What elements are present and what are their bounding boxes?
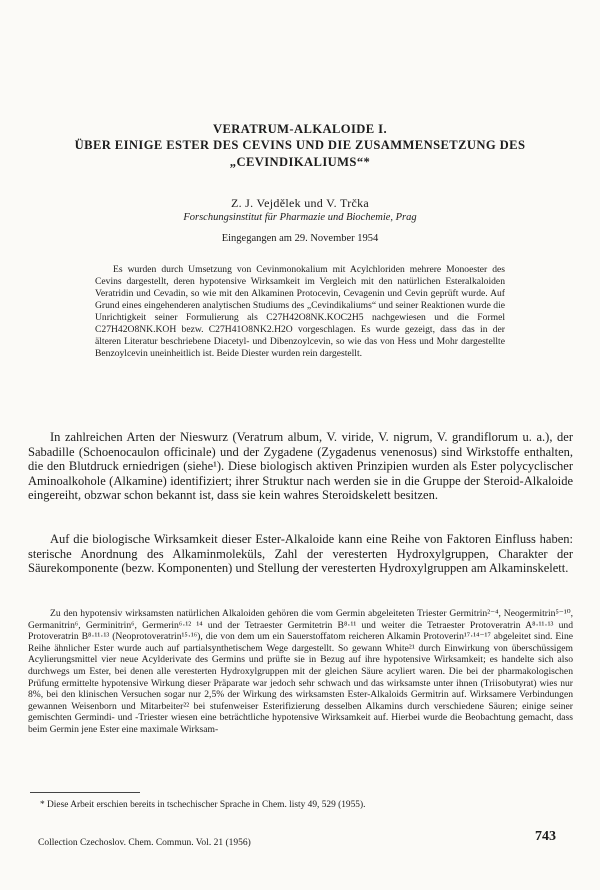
page-number: 743: [535, 829, 556, 844]
footnote: * Diese Arbeit erschien bereits in tschechischer Sprache in Chem. listy 49, 529 (1955).: [40, 800, 366, 810]
affiliation: Forschungsinstitut für Pharmazie und Biochemie, Prag: [183, 212, 417, 223]
footnote-rule: [30, 792, 140, 793]
authors: Z. J. Vejdělek und V. Trčka: [230, 196, 370, 210]
title-line-3: „CEVINDIKALIUMS“*: [229, 155, 371, 169]
abstract: Es wurden durch Umsetzung von Cevinmonokalium mit Acylchloriden mehrere Monoester des Cevins dargestellt, deren hypotensive Wirksamkeit im Vergleich mit den natürlichen Esteralkaloiden Veratridin und Cevadin, so wie mit den Alkaminen Protocevin, Cevagenin und Cevin geprüft wurde. Auf Grund eines eingehenderen analytischen Studiums des „Cevindikaliums“ und seiner Reaktionen wurde die Unrichtigkeit seiner Formulierung als C27H42O8NK.KOC2H5 nachgewiesen und die Formel C27H42O8NK.KOH bezw. C27H41O8NK2.H2O vorgeschlagen. Es wurde gezeigt, dass das in der älteren Literatur beschriebene Diacetyl- und Dibenzoylcevin, so wie das von Hess und Mohr dargestellte Benzoylcevin uneinheitlich ist. Beide Diester wurden rein dargestellt.: [95, 264, 505, 359]
received-date: Eingegangen am 29. November 1954: [221, 233, 379, 244]
intro-paragraph-2: Auf die biologische Wirksamkeit dieser Ester-Alkaloide kann eine Reihe von Faktoren Einfluss haben: sterische Anordnung des Alkaminmoleküls, Zahl der veresterten Hydroxylgruppen, Charakter der Säurekomponente (bezw. Komponenten) und Stellung der veresterten Hydroxylgruppen am Alkaminskelett.: [28, 532, 573, 576]
title-line-1: VERATRUM-ALKALOIDE I.: [213, 122, 387, 136]
intro-paragraph-1: In zahlreichen Arten der Nieswurz (Veratrum album, V. viride, V. nigrum, V. grandiflorum u. a.), der Sabadille (Schoenocaulon officinale) und der Zygadene (Zygadenus venenosus) sind Wirkstoffe enthalten, die den Blutdruck erniedrigen (siehe¹). Diese biologisch aktiven Prinzipien wurden als Ester polycyclischer Aminoalkohole (Alkamine) identifiziert; ihrer Struktur nach werden sie in die Gruppe der Steroid-Alkaloide eingereiht, obzwar schon bekannt ist, dass sie kein wahres Steroidskelett besitzen.: [28, 430, 573, 503]
title-line-2: ÜBER EINIGE ESTER DES CEVINS UND DIE ZUSAMMENSETZUNG DES: [74, 138, 526, 152]
journal-citation: Collection Czechoslov. Chem. Commun. Vol. 21 (1956): [38, 838, 251, 848]
body-paragraph-1: Zu den hypotensiv wirksamsten natürlichen Alkaloiden gehören die vom Germin abgeleiteten Triester Germitrin²⁻⁴, Neogermitrin⁵⁻¹⁰, Germanitrin⁶, Germinitrin⁶, Germerin⁶·¹² ¹⁴ und der Tetraester Germitetrin B⁸·¹¹ und weiter die Tetraester Protoveratrin A⁸·¹¹·¹³ und Protoveratrin B⁸·¹¹·¹³ (Neoprotoveratrin¹⁵·¹⁶), die von dem um ein Sauerstoffatom reicheren Alkamin Protoverin¹⁷·¹⁴⁻¹⁷ abgeleitet sind. Eine Reihe ähnlicher Ester wurde auch auf partialsynthetischem Wege dargestellt. So gewann White²¹ durch Einwirkung von überschüssigem Acylierungsmittel vier neue Acylderivate des Germins und prüfte sie in Bezug auf ihre hypotensive Wirksamkeit; es handelte sich also durchwegs um Ester, bei denen alle veresterten Hydroxylgruppen mit der gleichen Säure acyliert waren. Die bei der pharmakologischen Prüfung ermittelte hypotensive Wirkung dieser Präparate war jedoch sehr schwach und das wirksamste unter ihnen (Triisobutyrat) wies nur 8%, bei den klinischen Versuchen sogar nur 2,5% der Wirkung des wirksamsten Ester-Alkaloids Germitrin auf. Wirksamere Verbindungen gewannen Weisenborn und Mitarbeiter²² bei stufenweiser Esterifizierung desselben Alkamins durch verschiedene Säuren; einige seiner gemischten Germindi- und -Triester wiesen eine beträchtliche hypotensive Wirksamkeit auf. Hierbei wurde die Beobachtung gemacht, dass beim Germin jene Ester eine maximale Wirksam-: [28, 608, 573, 735]
